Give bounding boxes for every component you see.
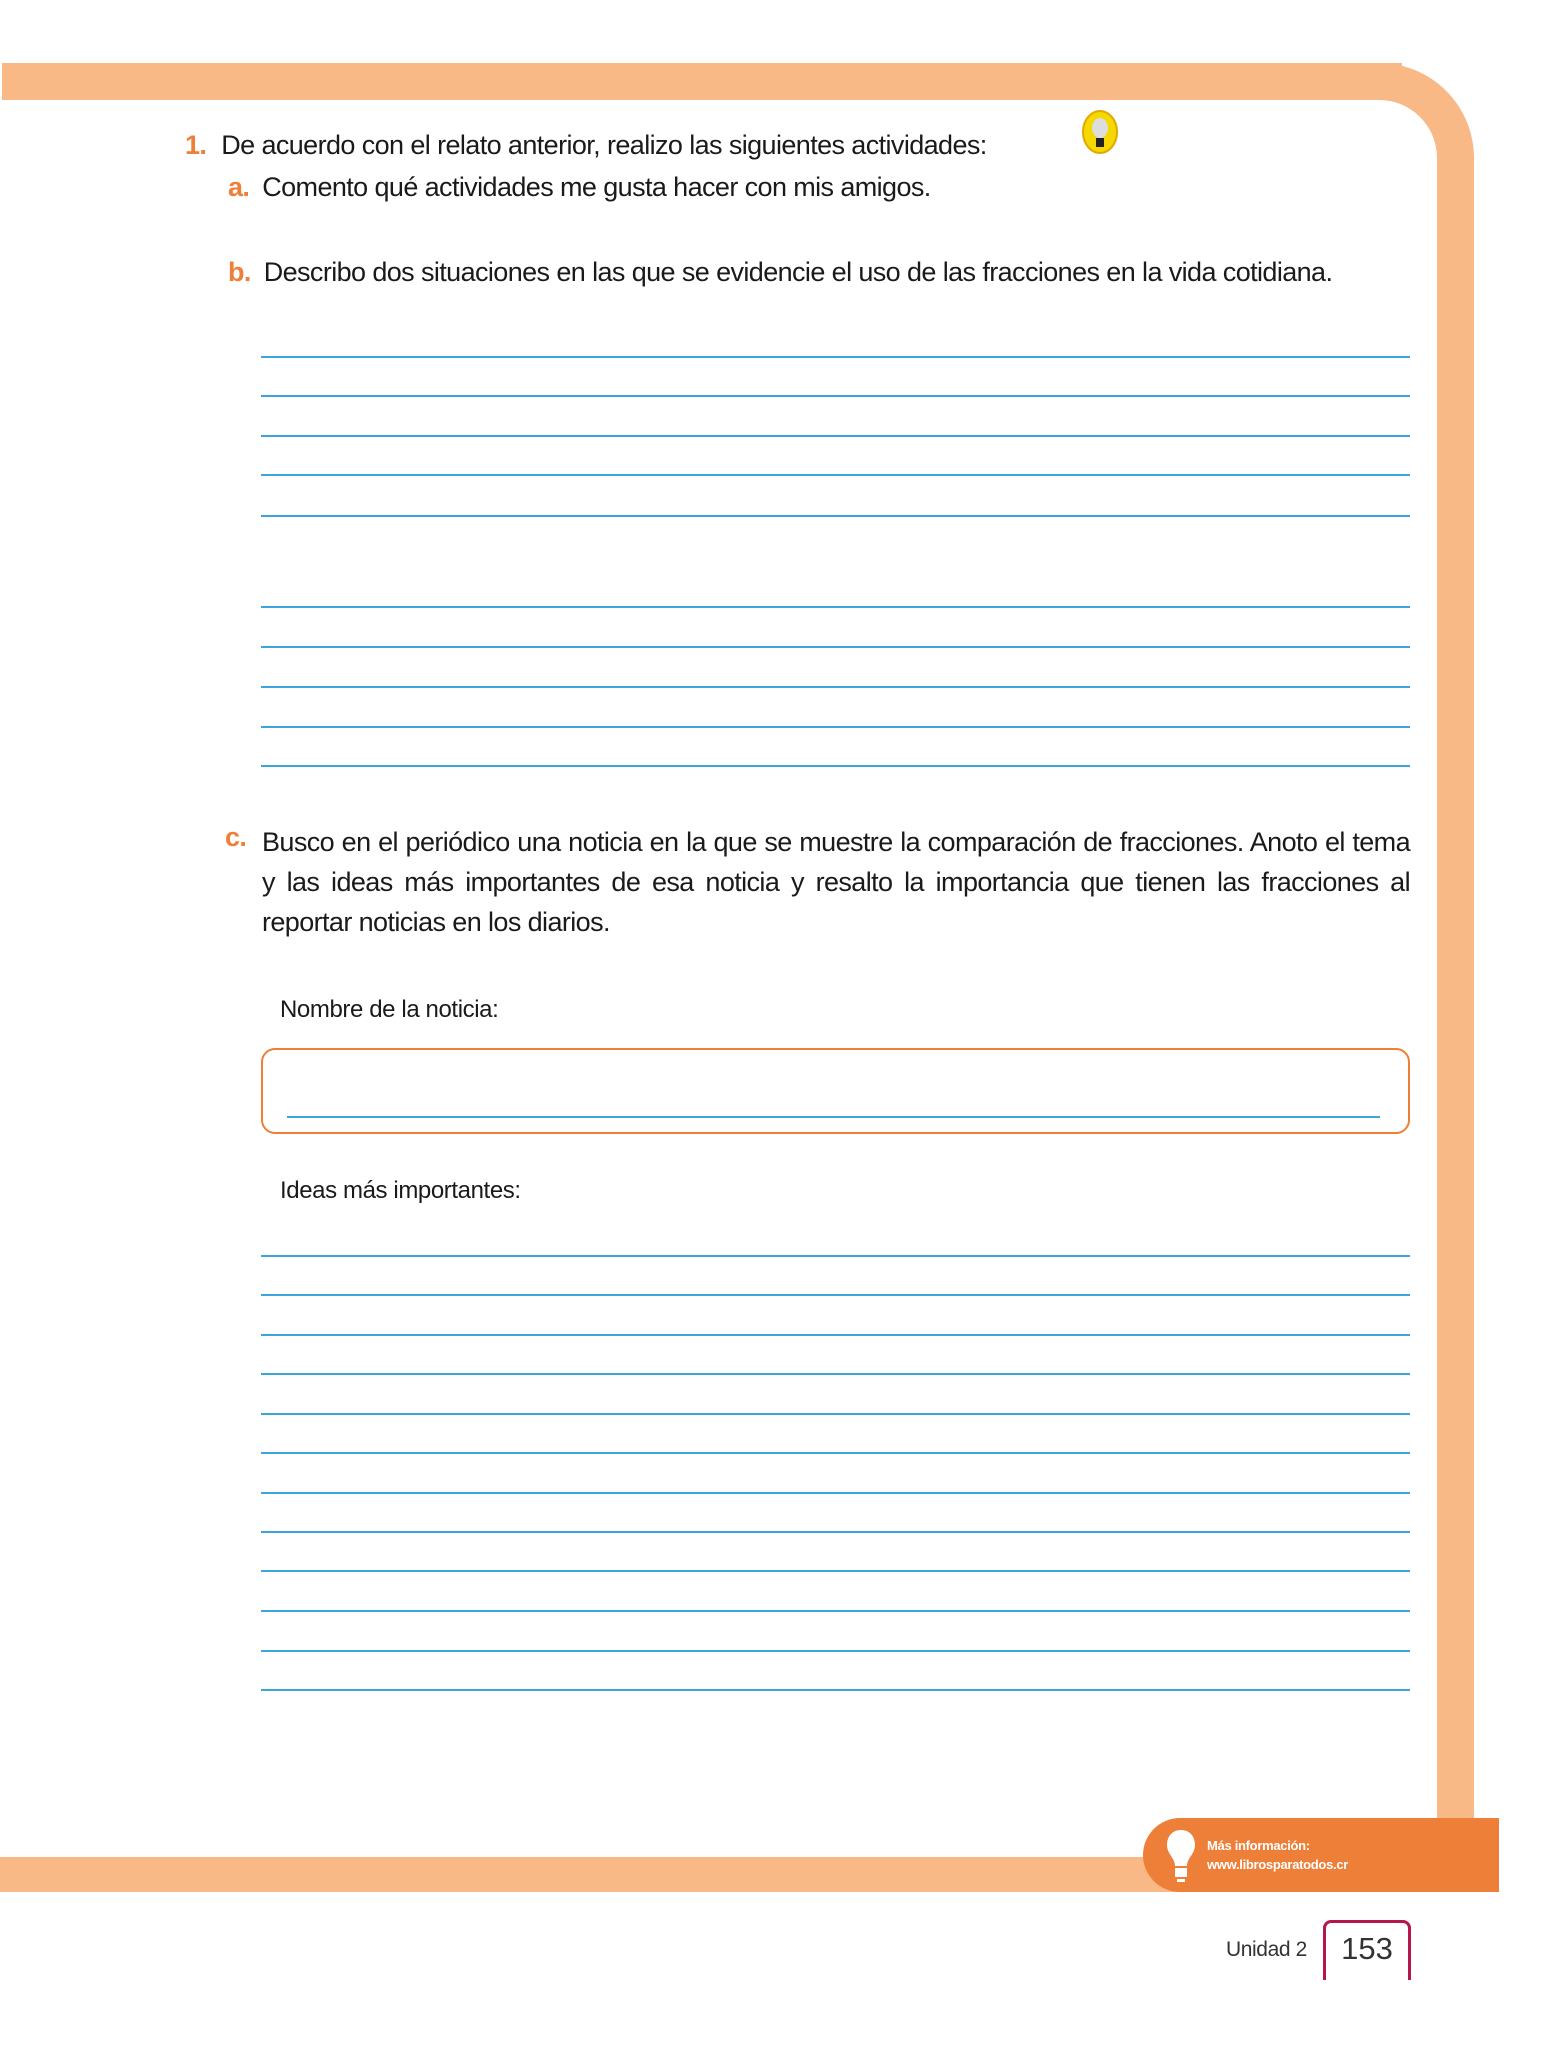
answer-line[interactable]: [261, 1610, 1410, 1612]
lightbulb-icon: [1165, 1828, 1197, 1886]
more-info-url[interactable]: www.librosparatodos.cr: [1207, 1857, 1349, 1872]
answer-line[interactable]: [261, 606, 1410, 608]
exercise-title: De acuerdo con el relato anterior, realizo las siguientes actividades:: [221, 130, 987, 160]
exercise-heading: [185, 130, 987, 161]
answer-line[interactable]: [261, 1531, 1410, 1533]
answer-line[interactable]: [261, 765, 1410, 767]
page-number: 153: [1323, 1920, 1411, 1980]
ideas-label: Ideas más importantes:: [280, 1177, 521, 1204]
right-decorative-band: [1437, 250, 1474, 1820]
item-text: Comento qué actividades me gusta hacer con mis amigos.: [262, 172, 931, 202]
answer-line[interactable]: [261, 1492, 1410, 1494]
answer-line[interactable]: [261, 1255, 1410, 1257]
item-b: [228, 257, 1332, 288]
answer-line[interactable]: [261, 356, 1410, 358]
answer-line[interactable]: [261, 515, 1410, 517]
lightbulb-icon: [1080, 110, 1120, 158]
answer-line[interactable]: [261, 1689, 1410, 1691]
top-decorative-band: [2, 63, 1402, 100]
answer-line[interactable]: [261, 1570, 1410, 1572]
answer-line[interactable]: [261, 1413, 1410, 1415]
answer-line[interactable]: [261, 686, 1410, 688]
answer-line[interactable]: [261, 1452, 1410, 1454]
item-letter: c.: [225, 822, 247, 852]
item-a: [228, 172, 931, 203]
unit-label: Unidad 2: [1226, 1938, 1307, 1961]
corner-decorative-band: [1340, 63, 1474, 263]
bottom-decorative-band: [0, 1857, 1200, 1892]
answer-line[interactable]: [261, 1294, 1410, 1296]
item-letter: a.: [228, 172, 250, 202]
answer-line[interactable]: [261, 395, 1410, 397]
answer-line[interactable]: [261, 474, 1410, 476]
answer-line[interactable]: [261, 1650, 1410, 1652]
answer-line[interactable]: [261, 1373, 1410, 1375]
item-c-text: Busco en el periódico una noticia en la que se muestre la comparación de fracciones. Anoto el tema y las ideas más importantes de esa noticia y resalto la importancia que tienen las fracciones al reportar noticias en los diarios.: [262, 827, 1410, 937]
item-text: Describo dos situaciones en las que se evidencie el uso de las fracciones en la vida cotidiana.: [263, 257, 1333, 287]
exercise-number: 1.: [185, 130, 207, 160]
news-name-field[interactable]: [261, 1048, 1410, 1134]
news-name-label: Nombre de la noticia:: [280, 996, 499, 1023]
answer-line[interactable]: [261, 646, 1410, 648]
answer-line[interactable]: [261, 1334, 1410, 1336]
more-info-title: Más información:: [1207, 1838, 1310, 1853]
answer-line[interactable]: [261, 435, 1410, 437]
answer-line[interactable]: [261, 726, 1410, 728]
item-letter: b.: [228, 257, 251, 287]
more-info-banner: [1143, 1818, 1499, 1892]
answer-line: [287, 1116, 1380, 1118]
